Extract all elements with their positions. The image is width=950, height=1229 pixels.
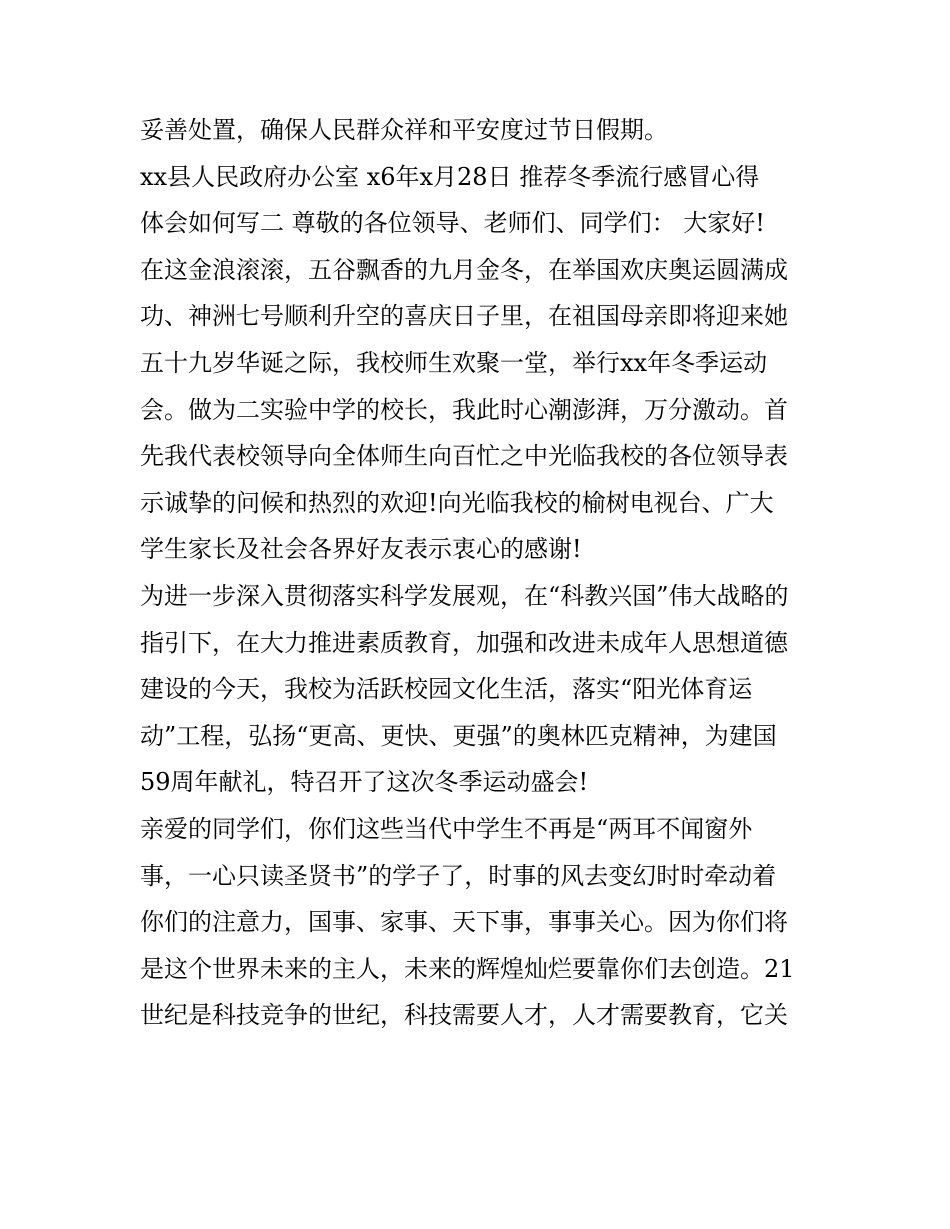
body-text	[140, 107, 840, 1039]
text-line: 会。做为二实验中学的校长，我此时心潮澎湃，万分激动。首	[140, 395, 788, 424]
text-line: 体会如何写二 尊敬的各位领导、老师们、同学们： 大家好!	[140, 209, 765, 238]
text-line: 是这个世界未来的主人，未来的辉煌灿烂要靠你们去创造。21	[140, 954, 795, 983]
text-line: 在这金浪滚滚，五谷飘香的九月金冬，在举国欢庆奥运圆满成	[140, 255, 788, 284]
text-line: 事，一心只读圣贤书”的学子了，时事的风去变幻时时牵动着	[140, 861, 777, 890]
text-line: 妥善处置，确保人民群众祥和平安度过节日假期。	[140, 116, 668, 144]
text-line: 59周年献礼，特召开了这次冬季运动盛会!	[140, 768, 589, 797]
text-line: xx县人民政府办公室 x6年x月28日 推荐冬季流行感冒心得	[140, 162, 760, 191]
text-line: 学生家长及社会各界好友表示衷心的感谢!	[140, 535, 582, 564]
text-line: 动”工程，弘扬“更高、更快、更强”的奥林匹克精神，为建国	[140, 721, 777, 750]
text-line: 建设的今天，我校为活跃校园文化生活，落实“阳光体育运	[140, 675, 753, 704]
text-line: 五十九岁华诞之际，我校师生欢聚一堂，举行xx年冬季运动	[140, 348, 768, 377]
text-line: 先我代表校领导向全体师生向百忙之中光临我校的各位领导表	[140, 442, 788, 471]
text-line: 示诚挚的问候和热烈的欢迎!向光临我校的榆树电视台、广大	[140, 488, 774, 517]
text-line: 为进一步深入贯彻落实科学发展观，在“科教兴国”伟大战略的	[140, 581, 789, 610]
text-line: 功、神洲七号顺利升空的喜庆日子里，在祖国母亲即将迎来她	[140, 302, 788, 331]
text-line: 你们的注意力，国事、家事、天下事，事事关心。因为你们将	[140, 908, 788, 937]
text-line: 亲爱的同学们，你们这些当代中学生不再是“两耳不闻窗外	[140, 814, 753, 843]
text-line: 世纪是科技竞争的世纪，科技需要人才，人才需要教育，它关	[140, 1001, 788, 1030]
text-line: 指引下，在大力推进素质教育，加强和改进未成年人思想道德	[140, 628, 788, 657]
